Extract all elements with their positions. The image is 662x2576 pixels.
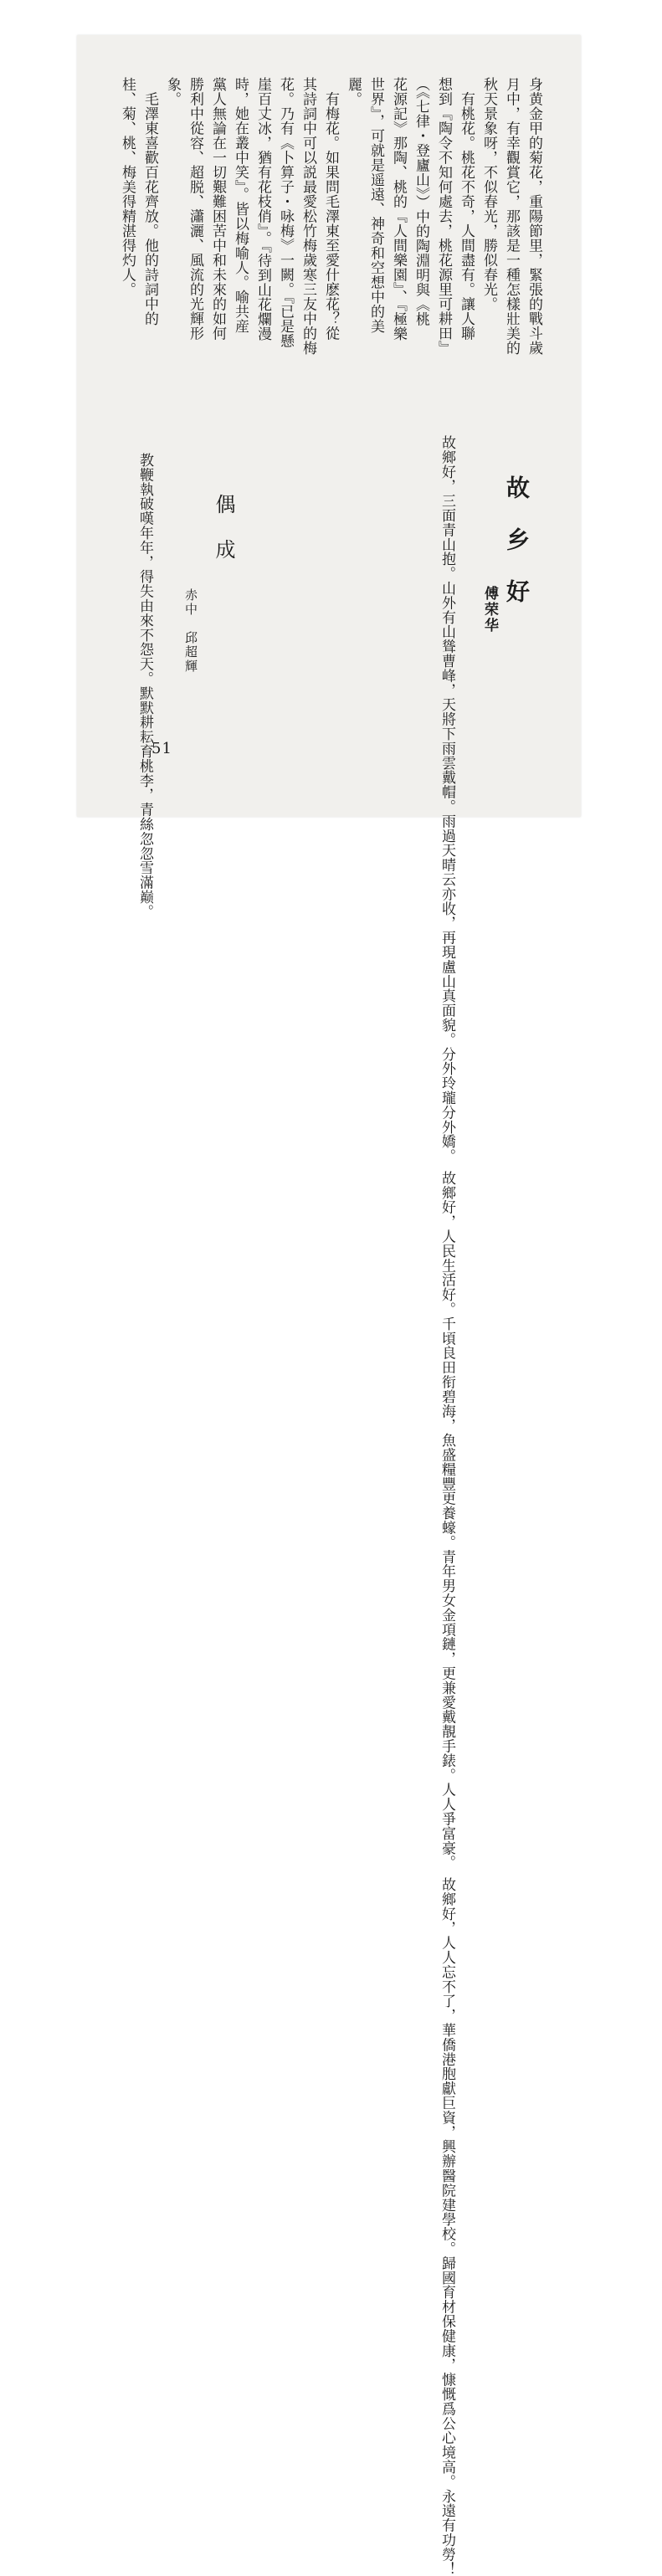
poem-line: 兼愛戴靚手錶。人人爭富豪。 [439, 1680, 455, 1863]
text-column: 有梅花。如果問毛澤東至愛什麽花？從 [322, 77, 339, 341]
essay-text [115, 77, 545, 356]
poem-line: 故鄉好，人民生活好。千頃良田衔碧 [439, 1156, 455, 1404]
text-column: 其詩詞中可以説最愛松竹梅歲寒三友中的梅 [300, 77, 316, 356]
poem-line: 資，興辦醫院建學校。歸國育材保健康，慷 [439, 2110, 455, 2388]
poem-line: 故鄉好，人人忘不了，華僑港胞獻巨 [439, 1862, 455, 2111]
poem-line: 現盧山真面貌。分外玲瓏分外嬌。 [439, 945, 455, 1157]
text-column: 桂、菊、桃、梅美得精湛得灼人。 [119, 77, 136, 297]
poem-author-fu-ronghua: 傅荣华 [481, 586, 498, 634]
author-name: 邱超輝 [183, 631, 198, 674]
author-place: 赤中 [183, 588, 198, 617]
poem-line: 峰，天將下雨雲戴帽。雨過天晴云亦收，再 [439, 668, 455, 946]
text-column: 毛澤東喜歡百花齊放。他的詩詞中的 [141, 77, 158, 326]
text-column: 象。 [164, 77, 181, 106]
text-column: 黨人無論在一切艱難困苦中和未來的如何 [209, 77, 226, 341]
text-column: 身黄金甲的菊花，重陽節里，緊張的戰斗歲 [526, 77, 542, 356]
text-column: 麗。 [345, 77, 362, 106]
poem-line: 海，魚盛糧豐更養蠔。青年男女金項鏈，更 [439, 1403, 455, 1681]
text-column: （《七律・登廬山》）中的陶淵明與《桃 [413, 77, 429, 326]
poem-line: 故鄉好，三面青山抱。山外有山聳曹 [439, 435, 455, 669]
poem-title-oucheng: 偶成 [212, 494, 235, 584]
text-column: 月中，有幸觀賞它，那該是一種怎樣壯美的 [503, 77, 520, 356]
text-column: 秋天景象呀，不似春光，勝似春光。 [480, 77, 497, 311]
poem-author-qiu-chaohui [182, 588, 200, 674]
poem-line: 慨爲公心境高。永遠有功勞！ [439, 2387, 455, 2576]
text-column: 時，她在叢中笑』。皆以梅喻人。喻共産 [232, 77, 249, 334]
poem-body-guxiang-hao [435, 435, 459, 2576]
text-column: 花源記》那陶、桃的『人間樂園』、『極樂 [390, 77, 407, 341]
text-column: 有桃花。桃花不奇，人間盡有。讓人聯 [458, 77, 475, 341]
text-column: 崖百丈冰，猶有花枝俏』。『待到山花爛漫 [254, 77, 271, 341]
text-column: 花。乃有《卜算子・咏梅》一闕。『已是懸 [277, 77, 294, 348]
text-column: 世界』，可就是遥遠、神奇和空想中的美 [367, 77, 384, 334]
text-column: 勝利中從容、超脱、瀟灑、風流的光輝形 [187, 77, 203, 341]
page-number: 51 [151, 740, 172, 757]
poem-body-oucheng [133, 453, 156, 919]
poem-title-guxiang-hao: 故乡好 [503, 475, 531, 631]
poem-line: 教鞭執破嘆年年，得失由來不怨天。 [136, 453, 153, 686]
poem-line: 默默耕耘育桃李，青絲忽忽雪滿巅。 [136, 685, 153, 919]
text-column: 想到『陶令不知何處去，桃花源里可耕田』 [435, 77, 452, 356]
